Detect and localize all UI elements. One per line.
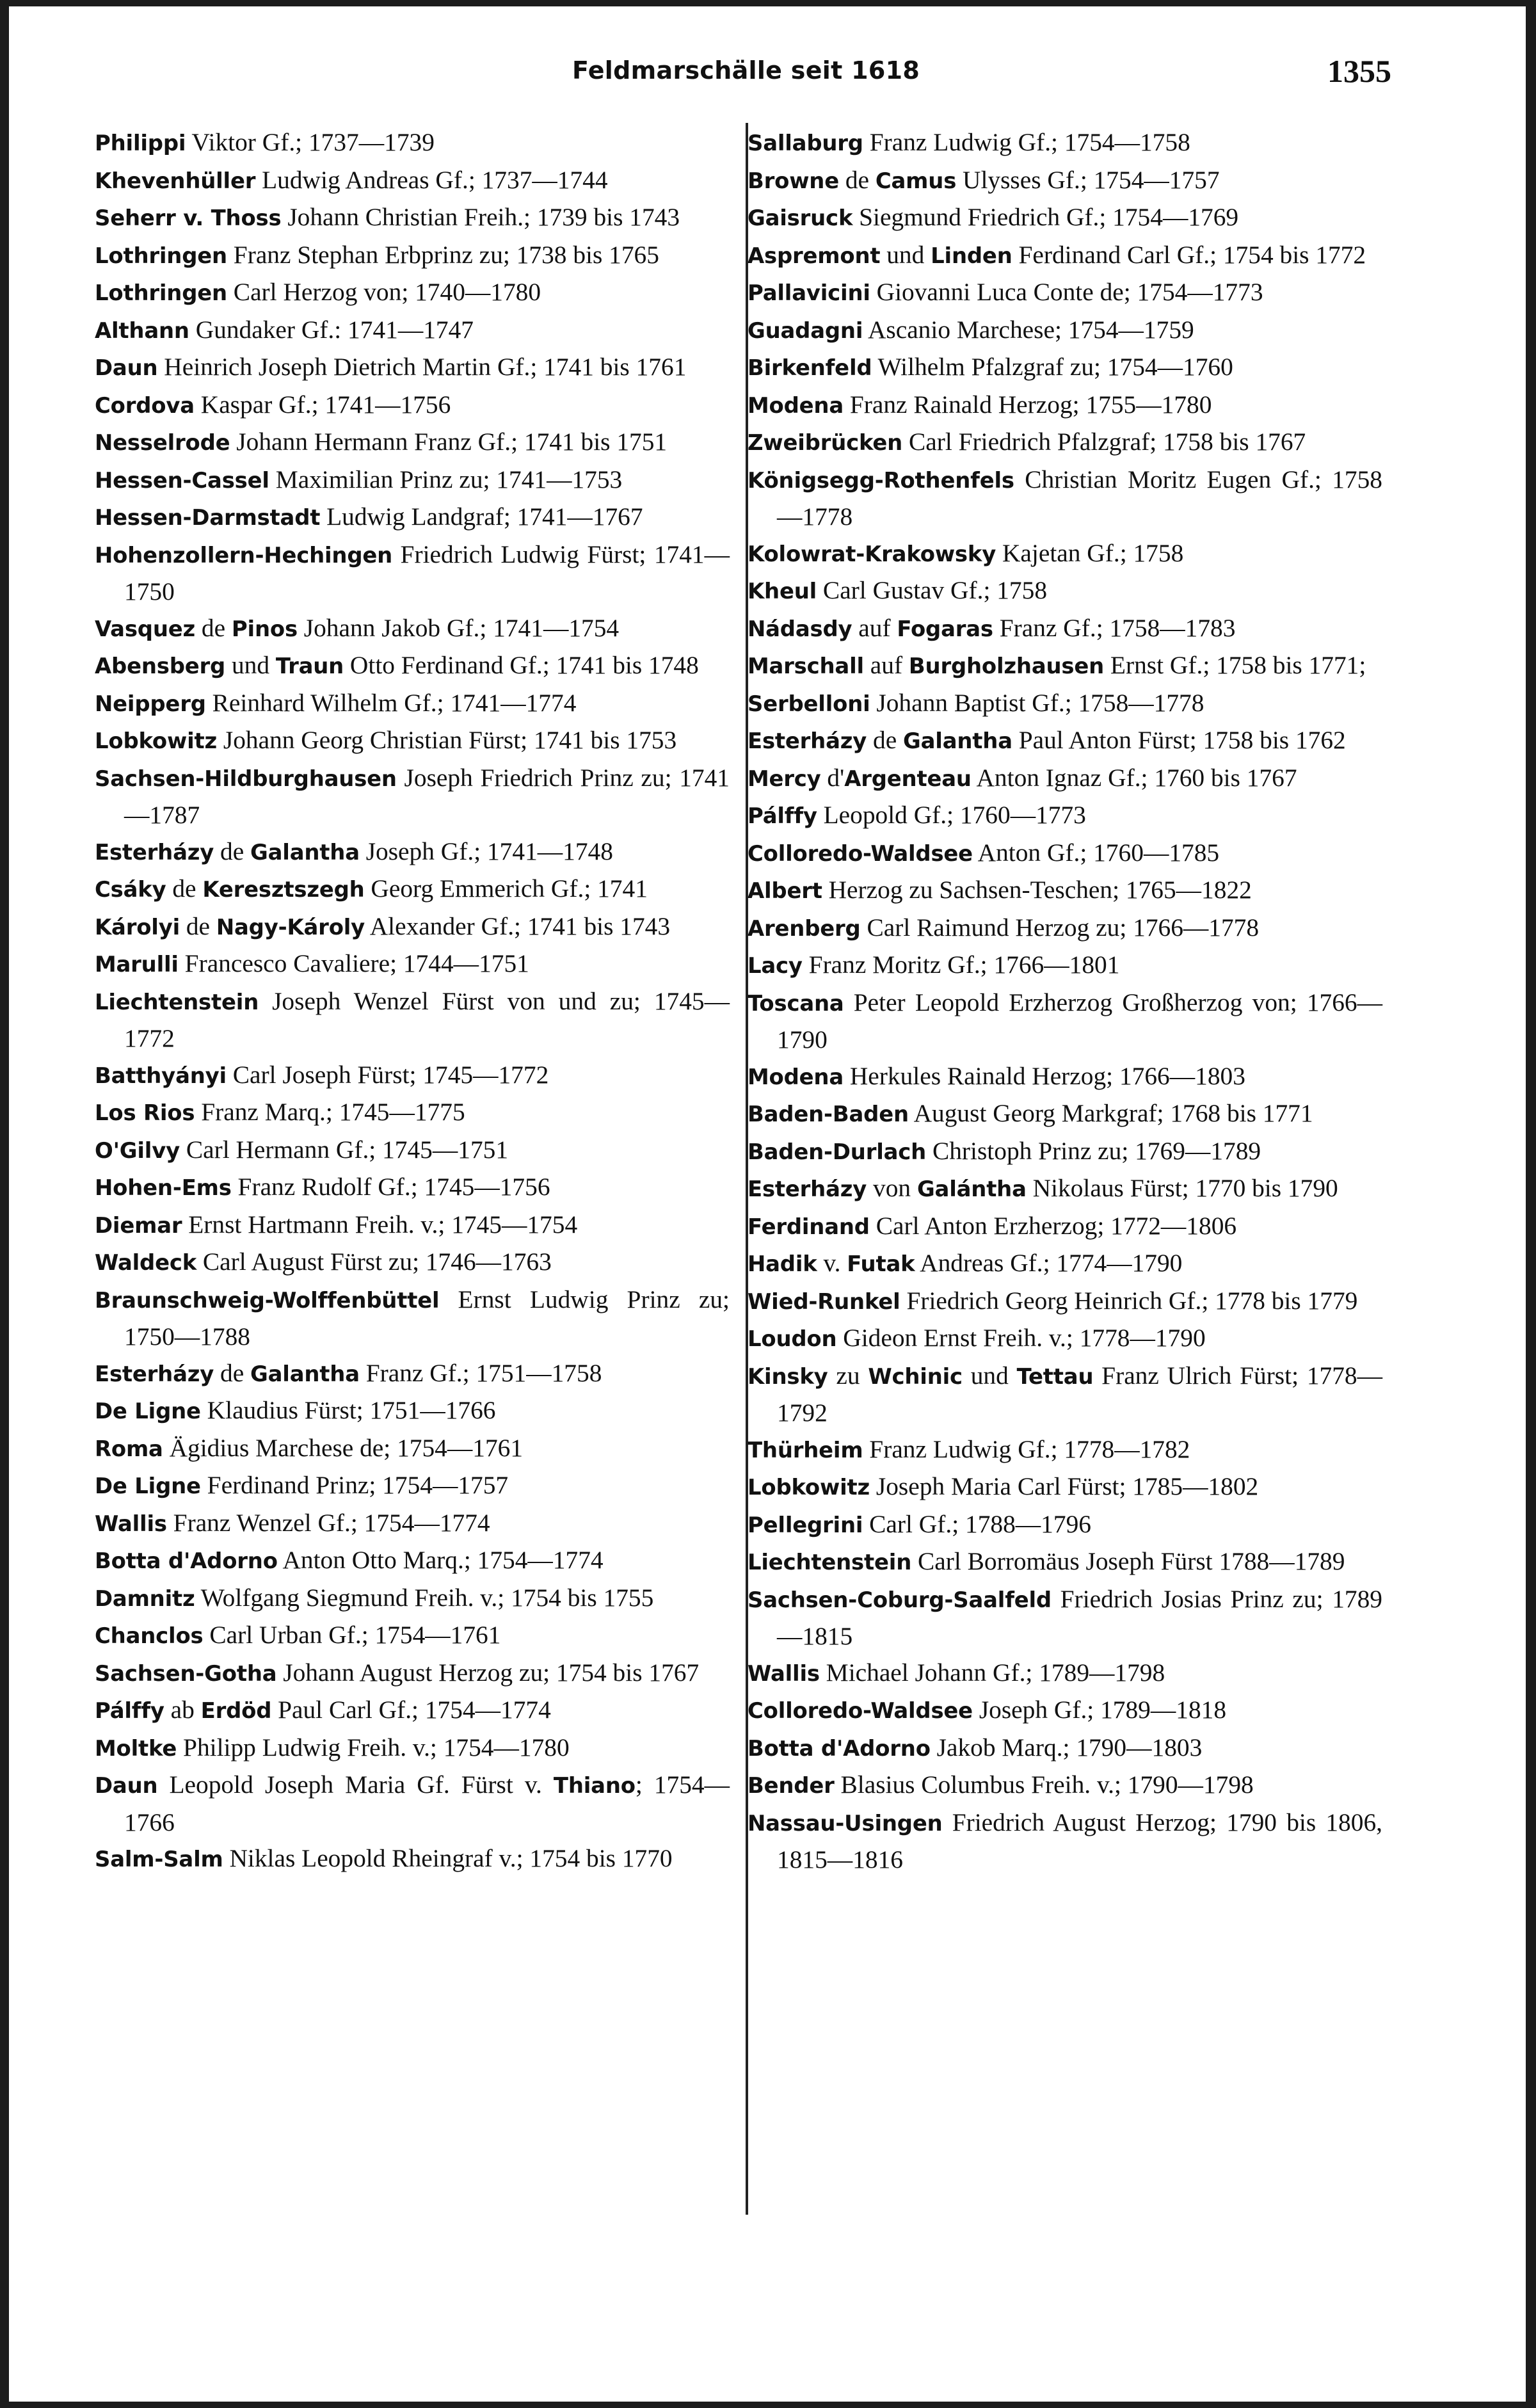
entry-surname: Aspremont	[748, 243, 881, 268]
entry-details: Reinhard Wilhelm Gf.; 1741—1774	[205, 688, 577, 717]
entry-details: Wolfgang Siegmund Freih. v.; 1754 bis 1755	[195, 1583, 654, 1612]
entry-surname: Salm-Salm	[95, 1847, 223, 1872]
register-entry	[95, 1767, 730, 1840]
entry-details: Johann Jakob Gf.; 1741—1754	[297, 613, 620, 642]
entry-surname: Gaisruck	[748, 205, 853, 230]
entry-details: Siegmund Friedrich Gf.; 1754—1769	[852, 203, 1239, 231]
entry-details: Michael Johann Gf.; 1789—1798	[819, 1658, 1165, 1687]
entry-surname: Thiano	[553, 1773, 636, 1798]
entry-surname: Sachsen-Coburg-Saalfeld	[748, 1587, 1052, 1612]
register-entry	[748, 1208, 1382, 1246]
register-entry	[748, 910, 1382, 947]
entry-surname: Diemar	[95, 1212, 182, 1238]
register-entry	[95, 1392, 730, 1430]
entry-surname: Chanclos	[95, 1623, 204, 1648]
entry-details: Johann Georg Christian Fürst; 1741 bis 1753	[217, 726, 677, 754]
entry-details: Anton Ignaz Gf.; 1760 bis 1767	[971, 763, 1297, 792]
entry-details: Carl Urban Gf.; 1754—1761	[203, 1621, 501, 1649]
entry-details: Blasius Columbus Freih. v.; 1790—1798	[834, 1770, 1254, 1799]
entry-details: Ludwig Andreas Gf.; 1737—1744	[255, 165, 608, 194]
register-entry	[748, 947, 1382, 984]
entry-surname: Esterházy	[95, 839, 214, 865]
register-entry	[748, 1170, 1382, 1208]
entry-details: Gideon Ernst Freih. v.; 1778—1790	[836, 1324, 1206, 1352]
entry-surname: Wied-Runkel	[748, 1288, 900, 1314]
register-entry	[748, 535, 1382, 573]
entry-details: Ägidius Marchese de; 1754—1761	[163, 1433, 524, 1462]
entry-surname: De Ligne	[95, 1473, 201, 1498]
register-entry	[748, 1543, 1382, 1581]
register-entry	[748, 685, 1382, 723]
entry-surname: Seherr v. Thoss	[95, 205, 282, 230]
entry-surname: Wallis	[748, 1660, 820, 1686]
register-entry	[748, 572, 1382, 610]
entry-details: ; 1754—1766	[124, 1770, 730, 1836]
register-entry	[95, 1580, 730, 1617]
entry-details: Kaspar Gf.; 1741—1756	[194, 390, 451, 419]
entry-details: Christian Moritz Eugen Gf.; 1758—1778	[777, 465, 1382, 531]
entry-details: Johann Christian Freih.; 1739 bis 1743	[281, 203, 680, 231]
entry-details: Ernst Ludwig Prinz zu; 1750—1788	[124, 1285, 730, 1351]
entry-surname: Pálffy	[748, 803, 817, 828]
entry-surname: Thürheim	[748, 1437, 863, 1463]
entry-surname: Tettau	[1016, 1363, 1094, 1389]
register-entry	[748, 1245, 1382, 1283]
entry-surname: Galantha	[250, 1361, 360, 1386]
entry-details: Alexander Gf.; 1741 bis 1743	[365, 911, 671, 940]
entry-surname: Galantha	[250, 839, 360, 865]
entry-surname: Esterházy	[748, 728, 867, 753]
register-entry	[95, 1169, 730, 1207]
entry-surname: Modena	[748, 392, 844, 418]
entry-surname: Liechtenstein	[748, 1550, 912, 1575]
entry-details: Carl Raimund Herzog zu; 1766—1778	[860, 913, 1260, 942]
register-entry	[95, 945, 730, 983]
entry-surname: Königsegg-Rothenfels	[748, 467, 1014, 493]
register-entry	[95, 610, 730, 648]
entry-details: Viktor Gf.; 1737—1739	[186, 128, 435, 156]
entry-details: Herzog zu Sachsen-Teschen; 1765—1822	[822, 876, 1252, 904]
register-entry	[748, 647, 1382, 685]
register-entry	[95, 1542, 730, 1580]
entry-surname: Birkenfeld	[748, 355, 872, 380]
entry-details: Franz Wenzel Gf.; 1754—1774	[166, 1508, 490, 1537]
register-entry	[748, 162, 1382, 200]
entry-details: Ernst Hartmann Freih. v.; 1745—1754	[182, 1210, 578, 1239]
register-entry	[95, 312, 730, 349]
register-entry	[95, 1207, 730, 1244]
entry-surname: Burgholzhausen	[908, 654, 1105, 678]
entry-surname: Los Rios	[95, 1100, 195, 1125]
register-entry	[95, 983, 730, 1057]
register-entry	[95, 833, 730, 871]
entry-details: Andreas Gf.; 1774—1790	[915, 1249, 1183, 1277]
entry-surname: Linden	[931, 243, 1012, 268]
entry-details: de	[195, 613, 232, 642]
entry-details: de	[180, 911, 216, 940]
entry-surname: Hessen-Darmstadt	[95, 505, 321, 530]
entry-surname: Erdöd	[200, 1698, 272, 1723]
entry-surname: Botta d'Adorno	[748, 1735, 931, 1761]
register-entry	[95, 162, 730, 200]
entry-surname: Liechtenstein	[95, 989, 259, 1015]
entry-details: Friedrich Ludwig Fürst; 1741—1750	[124, 540, 730, 606]
entry-surname: Marulli	[95, 952, 179, 977]
entry-surname: Ferdinand	[748, 1214, 870, 1239]
entry-surname: Lobkowitz	[95, 728, 218, 753]
entry-surname: O'Gilvy	[95, 1137, 180, 1163]
entry-details: Christoph Prinz zu; 1769—1789	[926, 1136, 1261, 1165]
entry-details: Franz Marq.; 1745—1775	[195, 1098, 465, 1126]
register-entry	[748, 797, 1382, 835]
entry-surname: Abensberg	[95, 654, 226, 678]
entry-surname: Browne	[748, 168, 839, 193]
entry-surname: Kinsky	[748, 1363, 828, 1389]
entry-surname: Nassau-Usingen	[748, 1810, 943, 1836]
entry-details: Friedrich Josias Prinz zu; 1789—1815	[777, 1584, 1382, 1650]
register-entry	[95, 1730, 730, 1767]
entry-details: Carl Joseph Fürst; 1745—1772	[226, 1060, 549, 1089]
entry-details: Carl Friedrich Pfalzgraf; 1758 bis 1767	[902, 428, 1306, 456]
entry-surname: Pinos	[231, 616, 298, 641]
entry-details: Carl Anton Erzherzog; 1772—1806	[869, 1211, 1237, 1240]
register-entry	[748, 1655, 1382, 1692]
entry-details: Franz Rudolf Gf.; 1745—1756	[231, 1173, 550, 1201]
entry-details: Friedrich August Herzog; 1790 bis 1806, 1815—1816	[777, 1808, 1382, 1874]
entry-details: Paul Carl Gf.; 1754—1774	[271, 1696, 551, 1724]
entry-details: Friedrich Georg Heinrich Gf.; 1778 bis 1779	[900, 1286, 1358, 1315]
entry-details: Klaudius Fürst; 1751—1766	[200, 1396, 496, 1424]
entry-surname: Arenberg	[748, 915, 861, 941]
left-column	[95, 124, 730, 1878]
register-entry	[748, 835, 1382, 872]
entry-details: Anton Gf.; 1760—1785	[972, 838, 1220, 867]
entry-surname: De Ligne	[95, 1399, 201, 1424]
entry-details: Maximilian Prinz zu; 1741—1753	[269, 465, 623, 494]
entry-details: und	[962, 1361, 1017, 1390]
entry-surname: Galantha	[903, 728, 1012, 753]
entry-surname: Bender	[748, 1773, 835, 1798]
register-entry	[748, 387, 1382, 424]
entry-surname: Wchinic	[868, 1363, 963, 1389]
register-entry	[748, 1506, 1382, 1544]
register-entry	[95, 1617, 730, 1655]
register-entry	[748, 312, 1382, 349]
entry-surname: Toscana	[748, 990, 844, 1016]
register-entry	[748, 462, 1382, 535]
entry-details: Nikolaus Fürst; 1770 bis 1790	[1026, 1174, 1338, 1202]
entry-details: auf	[852, 613, 897, 642]
entry-surname: Lobkowitz	[748, 1475, 870, 1500]
register-entry	[95, 1692, 730, 1730]
register-entry	[95, 871, 730, 908]
entry-details: Kajetan Gf.; 1758	[996, 538, 1184, 567]
entry-details: Franz Ulrich Fürst; 1778—1792	[777, 1361, 1382, 1427]
entry-details: Otto Ferdinand Gf.; 1741 bis 1748	[344, 651, 699, 679]
register-entry	[95, 647, 730, 685]
entry-surname: Csáky	[95, 877, 166, 902]
register-entry	[748, 610, 1382, 648]
entry-surname: Fogaras	[897, 616, 993, 641]
entry-surname: Galántha	[916, 1176, 1027, 1201]
entry-details: und	[880, 240, 931, 269]
entry-details: auf	[863, 651, 909, 679]
right-column	[748, 124, 1382, 1878]
entry-details: Niklas Leopold Rheingraf v.; 1754 bis 1770	[223, 1844, 673, 1872]
entry-details: de	[166, 874, 203, 903]
entry-surname: Loudon	[748, 1326, 837, 1351]
register-entry	[95, 685, 730, 723]
entry-details: zu	[828, 1361, 868, 1390]
entry-details: August Georg Markgraf; 1768 bis 1771	[908, 1099, 1313, 1127]
register-entry	[95, 1057, 730, 1095]
entry-details: Franz Ludwig Gf.; 1754—1758	[863, 128, 1190, 156]
register-entry	[748, 722, 1382, 760]
entry-surname: Moltke	[95, 1735, 177, 1761]
entry-surname: Nesselrode	[95, 430, 230, 455]
register-entry	[748, 760, 1382, 798]
entry-details: Jakob Marq.; 1790—1803	[930, 1733, 1203, 1762]
entry-details: Wilhelm Pfalzgraf zu; 1754—1760	[872, 353, 1233, 381]
page-number: 1355	[1327, 53, 1391, 89]
register-entry	[748, 124, 1382, 162]
entry-details: Leopold Gf.; 1760—1773	[817, 801, 1086, 829]
entry-details: v.	[817, 1249, 847, 1277]
entry-surname: Hessen-Cassel	[95, 467, 269, 493]
entry-surname: Keresztszegh	[202, 877, 365, 902]
entry-details: Franz Ludwig Gf.; 1778—1782	[863, 1434, 1190, 1463]
entry-surname: Sallaburg	[748, 131, 863, 156]
register-entry	[748, 1133, 1382, 1171]
entry-surname: Nagy-Károly	[216, 914, 365, 940]
entry-details: Carl Gf.; 1788—1796	[863, 1509, 1091, 1538]
entry-details: Carl Herzog von; 1740—1780	[227, 278, 541, 306]
entry-details: Ferdinand Prinz; 1754—1757	[200, 1471, 509, 1499]
register-entry	[748, 1692, 1382, 1730]
entry-details: Johann Baptist Gf.; 1758—1778	[870, 688, 1204, 717]
entry-details: de	[838, 165, 876, 194]
entry-details: de	[867, 726, 904, 754]
register-entry	[95, 124, 730, 162]
entry-details: Paul Anton Fürst; 1758 bis 1762	[1012, 726, 1346, 754]
register-entry	[748, 872, 1382, 910]
page-header	[9, 53, 1526, 95]
register-entry	[95, 237, 730, 275]
entry-surname: Esterházy	[748, 1176, 867, 1201]
register-entry	[95, 499, 730, 536]
entry-details: Ascanio Marchese; 1754—1759	[863, 315, 1194, 344]
entry-surname: Sachsen-Gotha	[95, 1660, 277, 1686]
entry-details: Peter Leopold Erzherzog Großherzog von; 1766—1790	[777, 988, 1382, 1054]
entry-details: Johann Hermann Franz Gf.; 1741 bis 1751	[230, 428, 668, 456]
entry-surname: Batthyányi	[95, 1063, 227, 1088]
register-entry	[95, 1840, 730, 1878]
entry-details: und	[225, 651, 276, 679]
register-entry	[748, 199, 1382, 237]
entry-surname: Albert	[748, 878, 822, 903]
register-entry	[748, 984, 1382, 1058]
register-entry	[748, 1730, 1382, 1767]
register-entry	[748, 1095, 1382, 1133]
page	[9, 6, 1526, 2402]
register-entry	[748, 1058, 1382, 1096]
entry-surname: Sachsen-Hildburghausen	[95, 766, 397, 791]
entry-details: ab	[164, 1696, 201, 1724]
entry-details: Franz Rainald Herzog; 1755—1780	[843, 390, 1212, 419]
entry-details: Joseph Gf.; 1741—1748	[359, 837, 613, 865]
entry-details: Philipp Ludwig Freih. v.; 1754—1780	[177, 1733, 570, 1762]
entry-details: Carl August Fürst zu; 1746—1763	[196, 1248, 552, 1276]
entry-details: Georg Emmerich Gf.; 1741	[364, 874, 648, 903]
entry-surname: Károlyi	[95, 914, 180, 940]
register-entry	[95, 1430, 730, 1468]
entry-surname: Traun	[275, 654, 344, 678]
entry-details: Gundaker Gf.: 1741—1747	[189, 315, 474, 344]
entry-surname: Vasquez	[95, 616, 196, 641]
register-entry	[748, 1283, 1382, 1320]
entry-surname: Khevenhüller	[95, 168, 256, 193]
entry-surname: Botta d'Adorno	[95, 1548, 278, 1573]
entry-surname: Guadagni	[748, 317, 863, 343]
entry-details: Franz Gf.; 1751—1758	[359, 1358, 602, 1387]
entry-surname: Philippi	[95, 131, 186, 156]
entry-details: Heinrich Joseph Dietrich Martin Gf.; 1741 bis 1761	[157, 353, 687, 381]
register-entry	[748, 1767, 1382, 1804]
entry-surname: Cordova	[95, 392, 195, 418]
entry-surname: Camus	[875, 168, 957, 193]
register-entry	[95, 536, 730, 610]
entry-details: Carl Gustav Gf.; 1758	[817, 576, 1048, 604]
entry-surname: Colloredo-Waldsee	[748, 1698, 973, 1723]
entry-surname: Modena	[748, 1064, 844, 1089]
register-entry	[95, 199, 730, 237]
entry-details: de	[214, 1358, 251, 1387]
entry-details: Franz Moritz Gf.; 1766—1801	[802, 951, 1120, 979]
entry-details: Herkules Rainald Herzog; 1766—1803	[843, 1061, 1245, 1090]
entry-details: Johann August Herzog zu; 1754 bis 1767	[276, 1658, 700, 1687]
register-entry	[95, 1505, 730, 1543]
entry-details: Joseph Wenzel Fürst von und zu; 1745—1772	[124, 986, 730, 1052]
register-entry	[95, 274, 730, 312]
entry-surname: Pellegrini	[748, 1512, 863, 1537]
entry-surname: Braunschweig-Wolffenbüttel	[95, 1287, 440, 1313]
register-entry	[748, 1358, 1382, 1431]
register-entry	[748, 1320, 1382, 1358]
entry-details: Ferdinand Carl Gf.; 1754 bis 1772	[1012, 240, 1366, 269]
entry-surname: Waldeck	[95, 1250, 197, 1275]
register-entry	[748, 424, 1382, 462]
entry-surname: Colloredo-Waldsee	[748, 840, 973, 866]
register-entry	[748, 237, 1382, 275]
entry-surname: Nádasdy	[748, 616, 852, 641]
register-entry	[95, 424, 730, 462]
register-entry	[95, 1094, 730, 1132]
entry-surname: Marschall	[748, 654, 864, 678]
running-title: Feldmarschälle seit 1618	[572, 56, 920, 84]
entry-details: Joseph Maria Carl Fürst; 1785—1802	[870, 1472, 1259, 1500]
entry-details: Anton Otto Marq.; 1754—1774	[277, 1546, 604, 1574]
entry-surname: Damnitz	[95, 1585, 195, 1611]
register-entry	[95, 387, 730, 424]
entry-details: Ludwig Landgraf; 1741—1767	[320, 502, 643, 531]
entry-details: Franz Gf.; 1758—1783	[993, 613, 1236, 642]
register-entry	[748, 349, 1382, 387]
entry-surname: Hohenzollern-Hechingen	[95, 542, 393, 568]
register-entry	[95, 1655, 730, 1692]
entry-details: Joseph Gf.; 1789—1818	[972, 1696, 1227, 1724]
register-entry	[748, 1804, 1382, 1878]
entry-surname: Zweibrücken	[748, 430, 903, 455]
entry-details: Leopold Joseph Maria Gf. Fürst v.	[157, 1770, 554, 1799]
entry-surname: Neipperg	[95, 691, 206, 716]
entry-surname: Serbelloni	[748, 691, 870, 716]
entry-details: Franz Stephan Erbprinz zu; 1738 bis 1765	[227, 240, 659, 269]
entry-surname: Baden-Durlach	[748, 1139, 927, 1164]
register-entry	[748, 1468, 1382, 1506]
entry-surname: Hohen-Ems	[95, 1175, 232, 1200]
entry-surname: Pálffy	[95, 1698, 164, 1723]
entry-surname: Pallavicini	[748, 280, 870, 305]
entry-surname: Daun	[95, 1773, 158, 1798]
register-entry	[95, 1281, 730, 1355]
register-entry	[95, 722, 730, 760]
entry-surname: Althann	[95, 317, 189, 343]
entry-surname: Wallis	[95, 1511, 167, 1536]
entry-surname: Esterházy	[95, 1361, 214, 1386]
register-entry	[95, 908, 730, 946]
register-entry	[95, 1355, 730, 1393]
entry-surname: Kheul	[748, 579, 817, 604]
register-entry	[748, 1581, 1382, 1655]
entry-surname: Mercy	[748, 766, 821, 791]
register-entry	[95, 760, 730, 833]
entry-surname: Lothringen	[95, 243, 227, 268]
entry-details: de	[214, 837, 251, 865]
entry-surname: Lacy	[748, 953, 803, 978]
register-entry	[95, 1132, 730, 1169]
entry-surname: Hadik	[748, 1251, 817, 1276]
entry-surname: Baden-Baden	[748, 1102, 909, 1127]
entry-details: Ulysses Gf.; 1754—1757	[956, 165, 1220, 194]
entry-details: Giovanni Luca Conte de; 1754—1773	[870, 278, 1263, 306]
register-entry	[95, 1467, 730, 1505]
entry-details: Ernst Gf.; 1758 bis 1771;	[1104, 651, 1366, 679]
entry-details: Francesco Cavaliere; 1744—1751	[178, 949, 529, 977]
register-entry	[95, 462, 730, 499]
register-entry	[95, 349, 730, 387]
entry-details: von	[867, 1174, 917, 1202]
entry-details: Carl Hermann Gf.; 1745—1751	[179, 1135, 509, 1164]
register-entry	[748, 1431, 1382, 1469]
entry-surname: Daun	[95, 355, 158, 380]
register-entry	[748, 274, 1382, 312]
entry-surname: Kolowrat-Krakowsky	[748, 541, 996, 566]
entry-surname: Lothringen	[95, 280, 227, 305]
entry-details: d'	[820, 763, 845, 792]
entry-details: Carl Borromäus Joseph Fürst 1788—1789	[911, 1547, 1345, 1575]
entry-surname: Roma	[95, 1436, 163, 1461]
entry-details: Joseph Friedrich Prinz zu; 1741—1787	[124, 763, 730, 829]
entry-surname: Argenteau	[844, 766, 972, 791]
register-entry	[95, 1244, 730, 1281]
entry-surname: Futak	[847, 1251, 915, 1276]
